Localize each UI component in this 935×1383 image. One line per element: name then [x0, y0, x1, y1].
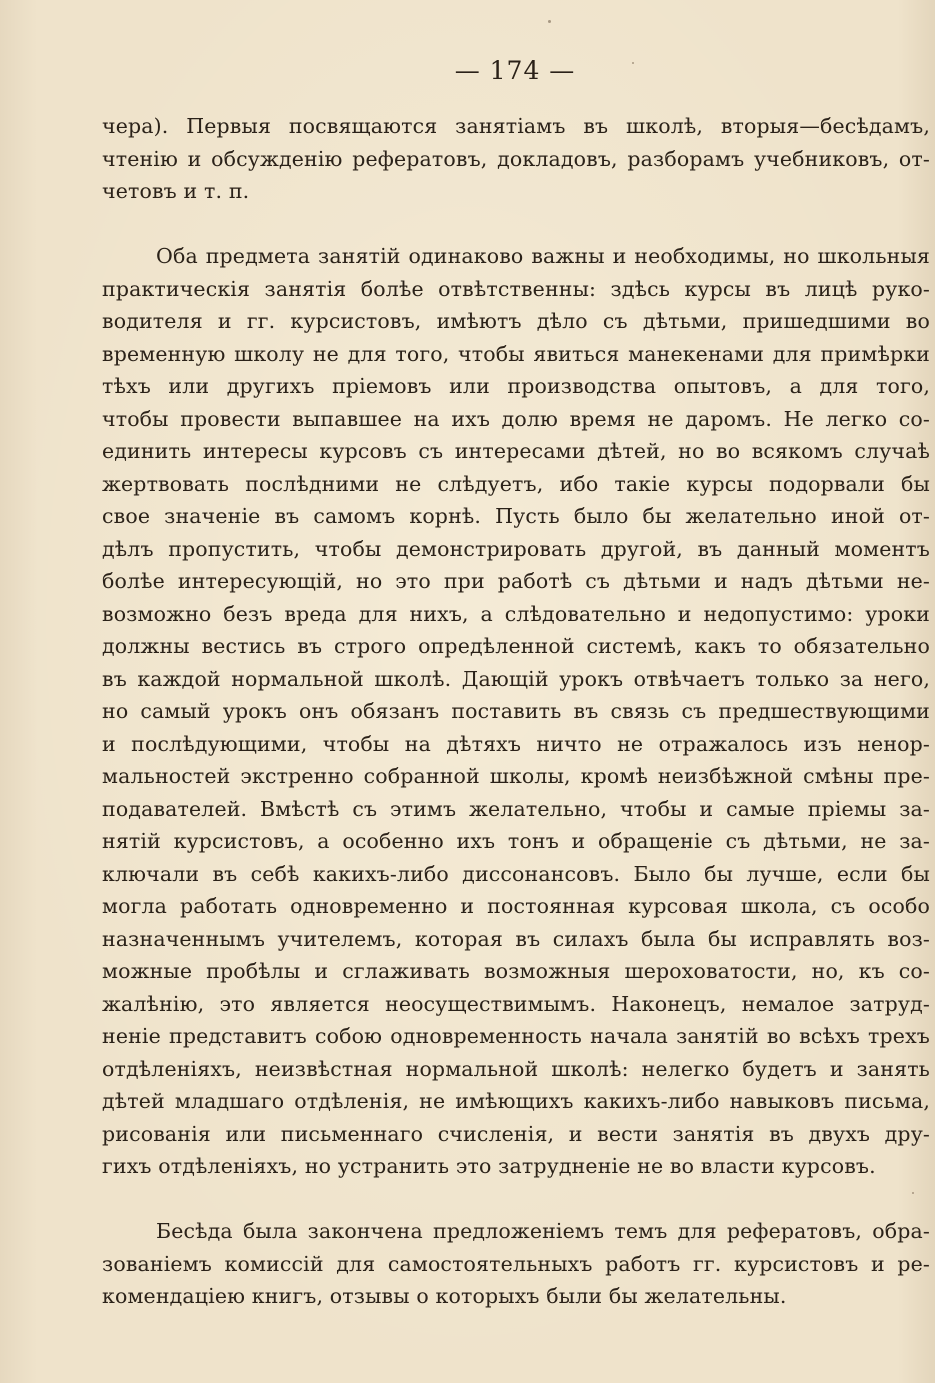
text-line: четовъ и т. п.	[102, 179, 250, 203]
paragraph-1	[102, 110, 930, 208]
paragraph-3	[102, 1215, 930, 1313]
page-number: — 174 —	[454, 56, 576, 85]
text-line: чера). Первыя посвящаются занятіамъ въ школѣ, вторыя—бесѣдамъ,	[102, 114, 930, 138]
text-line: свое значеніе въ самомъ корнѣ. Пусть было бы желательно иной от-	[102, 504, 930, 528]
text-line: Бесѣда была закончена предложеніемъ темъ для рефератовъ, обра-	[156, 1219, 930, 1243]
text-line: жертвовать послѣдними не слѣдуетъ, ибо такіе курсы подорвали бы	[102, 471, 930, 496]
scan-speck	[548, 20, 551, 23]
text-line: могла работать одновременно и постоянная курсовая школа, съ особо	[102, 894, 930, 918]
text-line: комендаціею книгъ, отзывы о которыхъ были бы желательны.	[102, 1284, 787, 1308]
text-line: отдѣленіяхъ, неизвѣстная нормальной школѣ: нелегко будетъ и занять	[102, 1056, 930, 1081]
text-line: болѣе интересующій, но это при работѣ съ дѣтьми и надъ дѣтьми не-	[102, 569, 930, 593]
text-line: Оба предмета занятій одинаково важны и необходимы, но школьныя	[156, 244, 930, 268]
text-line: дѣтей младшаго отдѣленія, не имѣющихъ какихъ-либо навыковъ письма,	[102, 1089, 930, 1113]
paragraph-2	[102, 240, 930, 1183]
text-line: единить интересы курсовъ съ интересами дѣтей, но во всякомъ случаѣ	[102, 439, 930, 463]
text-line: рисованія или письменнаго счисленія, и вести занятія въ двухъ дру-	[102, 1121, 930, 1146]
text-line: но самый урокъ онъ обязанъ поставить въ связь съ предшествующими	[102, 699, 930, 723]
scan-speck	[632, 62, 634, 64]
text-line: чтобы провести выпавшее на ихъ долю время не даромъ. Не легко со-	[102, 406, 930, 431]
paragraph-gap	[102, 1183, 930, 1216]
text-line: жалѣнію, это является неосуществимымъ. Наконецъ, немалое затруд-	[102, 991, 930, 1016]
text-line: временную школу не для того, чтобы явиться манекенами для примѣрки	[102, 341, 930, 366]
scan-speck	[912, 1192, 914, 1194]
text-line: въ каждой нормальной школѣ. Дающій урокъ отвѣчаетъ только за него,	[102, 666, 930, 691]
text-line: чтенію и обсужденію рефератовъ, докладовъ, разборамъ учебниковъ, от-	[102, 146, 930, 171]
text-line: должны вестись въ строго опредѣленной системѣ, какъ то обязательно	[102, 634, 930, 658]
text-line: водителя и гг. курсистовъ, имѣютъ дѣло съ дѣтьми, пришедшими во	[102, 309, 930, 333]
text-line: нятій курсистовъ, а особенно ихъ тонъ и обращеніе съ дѣтьми, не за-	[102, 829, 930, 853]
text-line: зованіемъ комиссій для самостоятельныхъ работъ гг. курсистовъ и ре-	[102, 1251, 930, 1276]
text-line: мальностей экстренно собранной школы, кромѣ неизбѣжной смѣны пре-	[102, 764, 930, 788]
text-line: гихъ отдѣленіяхъ, но устранить это затрудненіе не во власти курсовъ.	[102, 1154, 876, 1178]
text-line: ключали въ себѣ какихъ-либо диссонансовъ. Было бы лучше, если бы	[102, 861, 930, 886]
text-line: и послѣдующими, чтобы на дѣтяхъ ничто не отражалось изъ ненор-	[102, 731, 930, 756]
text-line: назначеннымъ учителемъ, которая въ силахъ была бы исправлять воз-	[102, 926, 930, 951]
text-line: тѣхъ или другихъ пріемовъ или производства опытовъ, а для того,	[102, 374, 930, 398]
text-line: неніе представитъ собою одновременность начала занятій во всѣхъ трехъ	[102, 1024, 930, 1048]
text-line: возможно безъ вреда для нихъ, а слѣдовательно и недопустимо: уроки	[102, 601, 930, 626]
paragraph-gap	[102, 208, 930, 241]
body-text	[102, 110, 930, 1313]
text-line: дѣлъ пропустить, чтобы демонстрировать другой, въ данный моментъ	[102, 536, 930, 561]
text-line: практическія занятія болѣе отвѣтственны: здѣсь курсы въ лицѣ руко-	[102, 276, 930, 301]
text-line: можные пробѣлы и сглаживать возможныя шероховатости, но, къ со-	[102, 959, 930, 983]
text-line: подавателей. Вмѣстѣ съ этимъ желательно, чтобы и самые пріемы за-	[102, 796, 930, 821]
